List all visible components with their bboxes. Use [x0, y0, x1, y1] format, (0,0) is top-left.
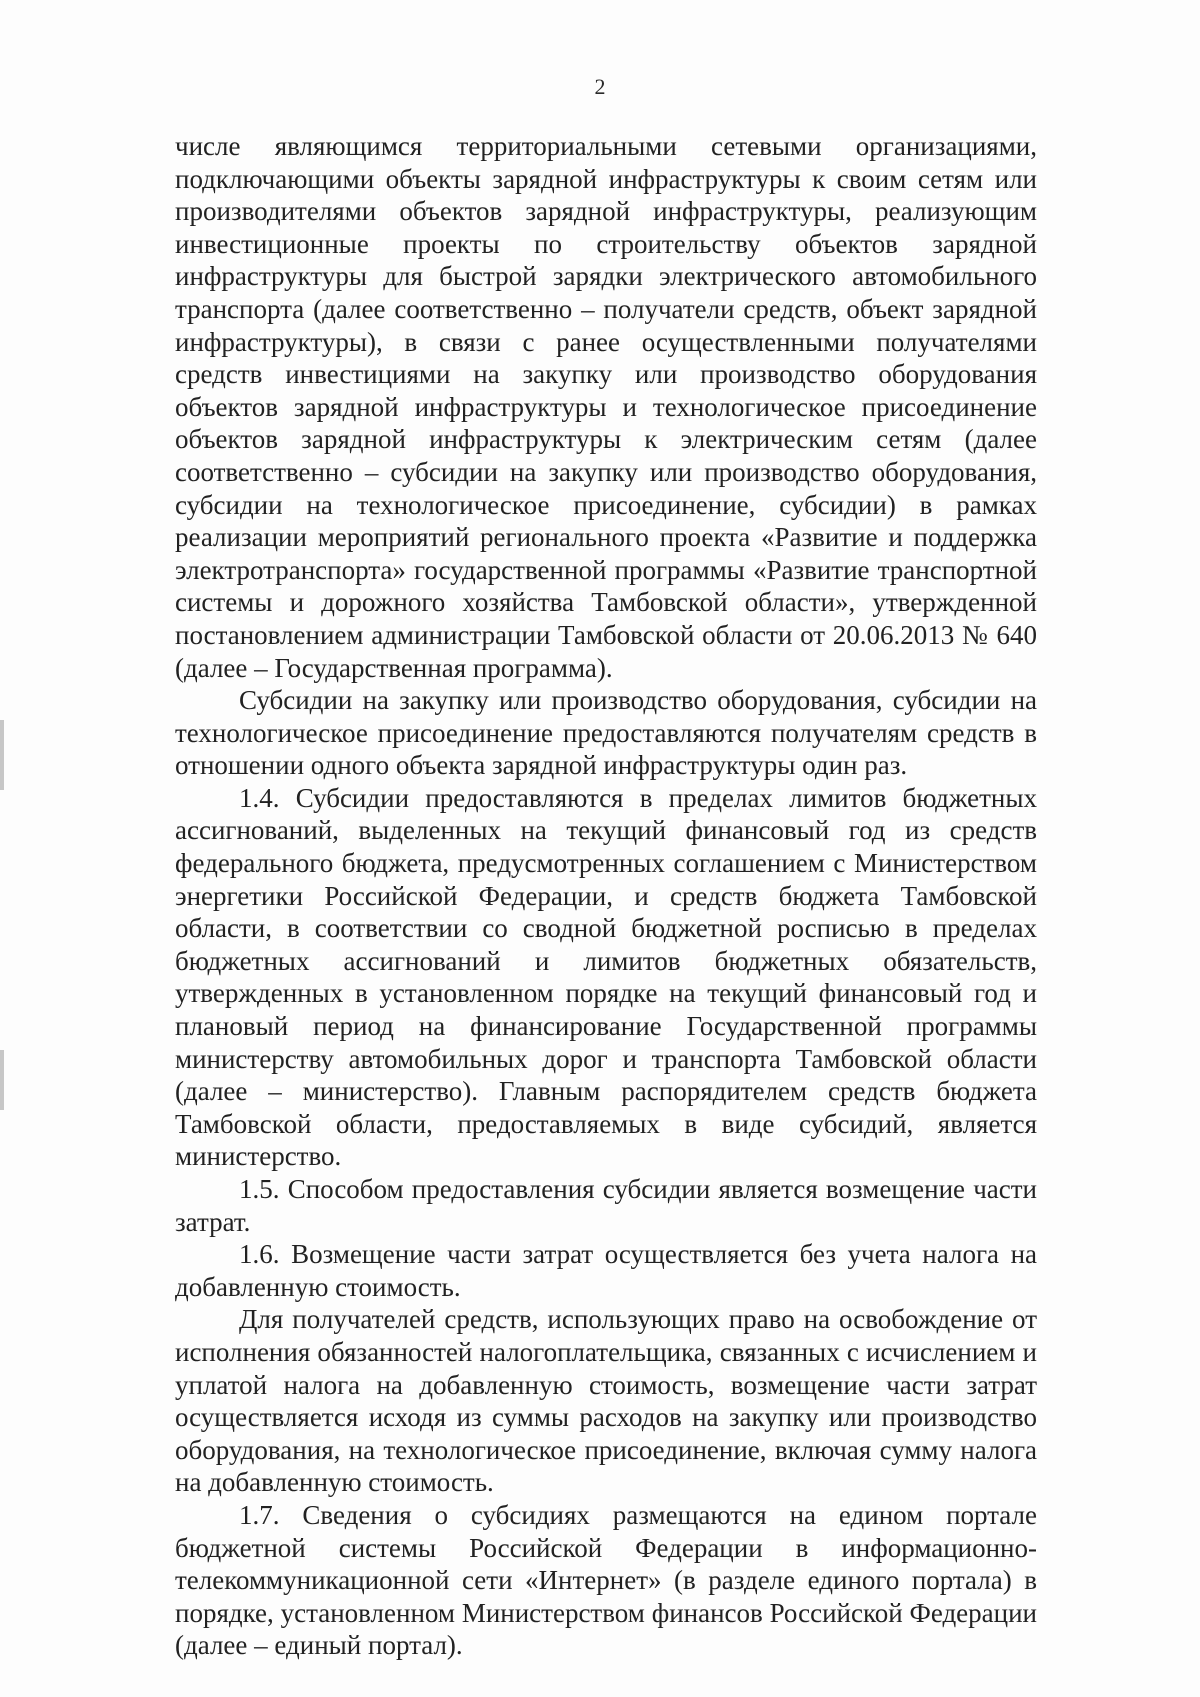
scan-edge-mark [0, 1050, 4, 1110]
paragraph-1-5: 1.5. Способом предоставления субсидии является возмещение части затрат. [175, 1174, 1037, 1237]
paragraph-1-4: 1.4. Субсидии предоставляются в пределах лимитов бюджетных ассигнований, выделенных на текущий финансовый год из средств федерального бюджета, предусмотренных соглашением с Министерством энергетики Российской Федерации, и средств бюджета Тамбовской области, в соответствии со сводной бюджетной росписью в пределах бюджетных ассигнований и лимитов бюджетных обязательств, утвержденных в установленном порядке на текущий финансовый год и плановый период на финансирование Государственной программы министерству автомобильных дорог и транспорта Тамбовской области (далее – министерство). Главным распорядителем средств бюджета Тамбовской области, предоставляемых в виде субсидий, является министерство. [175, 782, 1037, 1172]
paragraph-continuation: числе являющимся территориальными сетевыми организациями, подключающими объекты зарядной инфраструктуры к своим сетям или производителями объектов зарядной инфраструктуры, реализующим инвестиционные проекты по строительству объектов зарядной инфраструктуры для быстрой зарядки электрического автомобильного транспорта (далее соответственно – получатели средств, объект зарядной инфраструктуры), в связи с ранее осуществленными получателями средств инвестициями на закупку или производство оборудования объектов зарядной инфраструктуры и технологическое присоединение объектов зарядной инфраструктуры к электрическим сетям (далее соответственно – субсидии на закупку или производство оборудования, субсидии на технологическое присоединение, субсидии) в рамках реализации мероприятий регионального проекта «Развитие и поддержка электротранспорта» государственной программы «Развитие транспортной системы и дорожного хозяйства Тамбовской области», утвержденной постановлением администрации Тамбовской области от 20.06.2013 № 640 (далее – Государственная программа). [175, 131, 1037, 683]
page-number: 2 [594, 74, 606, 99]
paragraph-once-per-object: Субсидии на закупку или производство оборудования, субсидии на технологическое присоединение предоставляются получателям средств в отношении одного объекта зарядной инфраструктуры один раз. [175, 685, 1037, 781]
paragraph-1-6: 1.6. Возмещение части затрат осуществляется без учета налога на добавленную стоимость. [175, 1239, 1037, 1302]
scan-edge-mark [0, 720, 4, 790]
paragraph-vat-exempt: Для получателей средств, использующих право на освобождение от исполнения обязанностей налогоплательщика, связанных с исчислением и уплатой налога на добавленную стоимость, возмещение части затрат осуществляется исходя из суммы расходов на закупку или производство оборудования, на технологическое присоединение, включая сумму налога на добавленную стоимость. [175, 1304, 1037, 1498]
paragraph-1-7: 1.7. Сведения о субсидиях размещаются на едином портале бюджетной системы Российской Федерации в информационно-телекоммуникационной сети «Интернет» (в разделе единого портала) в порядке, установленном Министерством финансов Российской Федерации (далее – единый портал). [175, 1499, 1037, 1661]
document-body [175, 130, 1037, 1662]
